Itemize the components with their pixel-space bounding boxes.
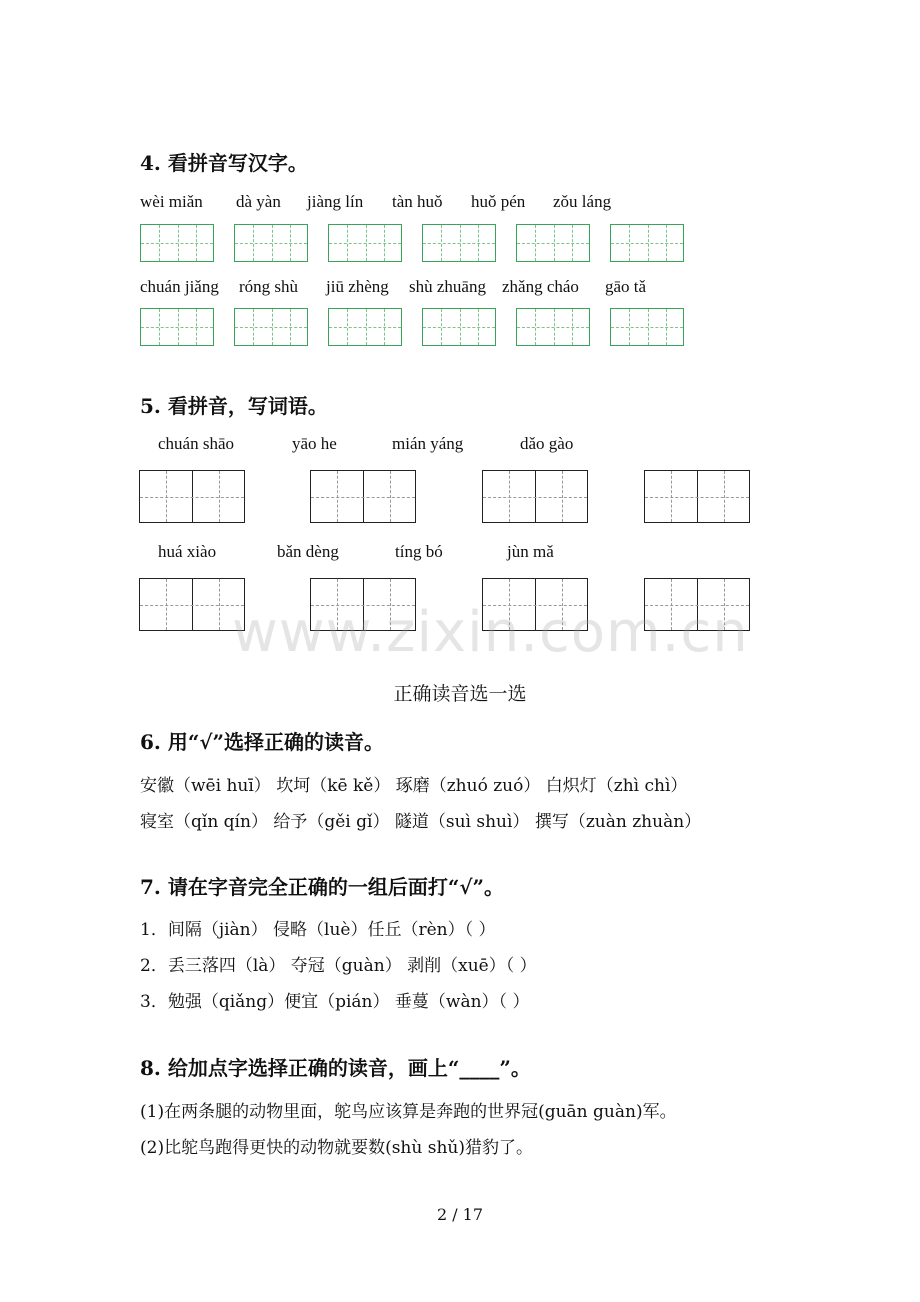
- q8-item-2: (2)比鸵鸟跑得更快的动物就要数(shù shǔ)猎豹了。: [140, 1138, 533, 1158]
- section-heading: 正确读音选一选: [393, 683, 527, 705]
- q6-line-1: 安徽（wēi huī） 坎坷（kē kě） 琢磨（zhuó zuó） 白炽灯（zhì chì）: [140, 776, 688, 796]
- tian-grid[interactable]: [139, 470, 245, 523]
- pinyin-label: jiàng lín: [307, 192, 364, 211]
- pinyin-label: huá xiào: [158, 542, 217, 561]
- writing-box[interactable]: [140, 224, 214, 262]
- q8-item-1: (1)在两条腿的动物里面，鸵鸟应该算是奔跑的世界冠(guān guàn)军。: [140, 1102, 677, 1122]
- pinyin-label: shù zhuāng: [409, 277, 486, 296]
- q8-title: 8. 给加点字选择正确的读音，画上“____”。: [140, 1056, 531, 1080]
- q4-title: 4. 看拼音写汉字。: [140, 151, 308, 175]
- q7-item-2: 2．丢三落四（là） 夺冠（guàn） 剥削（xuē）（ ）: [140, 956, 537, 976]
- pinyin-label: chuán jiǎng: [140, 277, 219, 296]
- writing-box[interactable]: [234, 224, 308, 262]
- pinyin-label: jùn mǎ: [507, 542, 554, 561]
- pinyin-label: zhǎng cháo: [502, 277, 579, 296]
- pinyin-label: róng shù: [239, 277, 299, 296]
- writing-box[interactable]: [328, 224, 402, 262]
- writing-box[interactable]: [140, 308, 214, 346]
- pinyin-label: dǎo gào: [520, 434, 574, 453]
- pinyin-label: tíng bó: [395, 542, 443, 561]
- tian-grid[interactable]: [139, 578, 245, 631]
- pinyin-label: jiū zhèng: [326, 277, 389, 296]
- tian-grid[interactable]: [482, 470, 588, 523]
- q7-item-1: 1．间隔（jiàn） 侵略（luè）任丘（rèn）（ ）: [140, 920, 496, 940]
- pinyin-label: chuán shāo: [158, 434, 235, 453]
- tian-grid[interactable]: [644, 470, 750, 523]
- pinyin-label: dà yàn: [236, 192, 281, 211]
- pinyin-label: zǒu láng: [553, 192, 612, 211]
- q7-item-3: 3．勉强（qiǎng）便宜（pián） 垂蔓（wàn）（ ）: [140, 992, 530, 1012]
- pinyin-label: wèi miǎn: [140, 192, 203, 211]
- q5-title: 5. 看拼音，写词语。: [140, 394, 328, 418]
- writing-box[interactable]: [610, 308, 684, 346]
- writing-box[interactable]: [328, 308, 402, 346]
- writing-box[interactable]: [516, 224, 590, 262]
- q6-title: 6. 用“√”选择正确的读音。: [140, 730, 384, 754]
- page-number: 2 / 17: [436, 1205, 484, 1224]
- pinyin-label: yāo he: [292, 434, 337, 453]
- pinyin-label: bǎn dèng: [277, 542, 339, 561]
- writing-box[interactable]: [234, 308, 308, 346]
- q7-title: 7. 请在字音完全正确的一组后面打“√”。: [140, 875, 504, 899]
- pinyin-label: tàn huǒ: [392, 192, 443, 211]
- writing-box[interactable]: [422, 308, 496, 346]
- pinyin-label: mián yáng: [392, 434, 464, 453]
- writing-box[interactable]: [422, 224, 496, 262]
- watermark: www.zixin.com.cn: [232, 600, 749, 665]
- writing-box[interactable]: [610, 224, 684, 262]
- tian-grid[interactable]: [310, 470, 416, 523]
- pinyin-label: huǒ pén: [471, 192, 526, 211]
- writing-box[interactable]: [516, 308, 590, 346]
- q6-line-2: 寝室（qǐn qín） 给予（gěi gǐ） 隧道（suì shuì） 撰写（zuàn zhuàn）: [140, 812, 702, 832]
- pinyin-label: gāo tǎ: [605, 277, 647, 296]
